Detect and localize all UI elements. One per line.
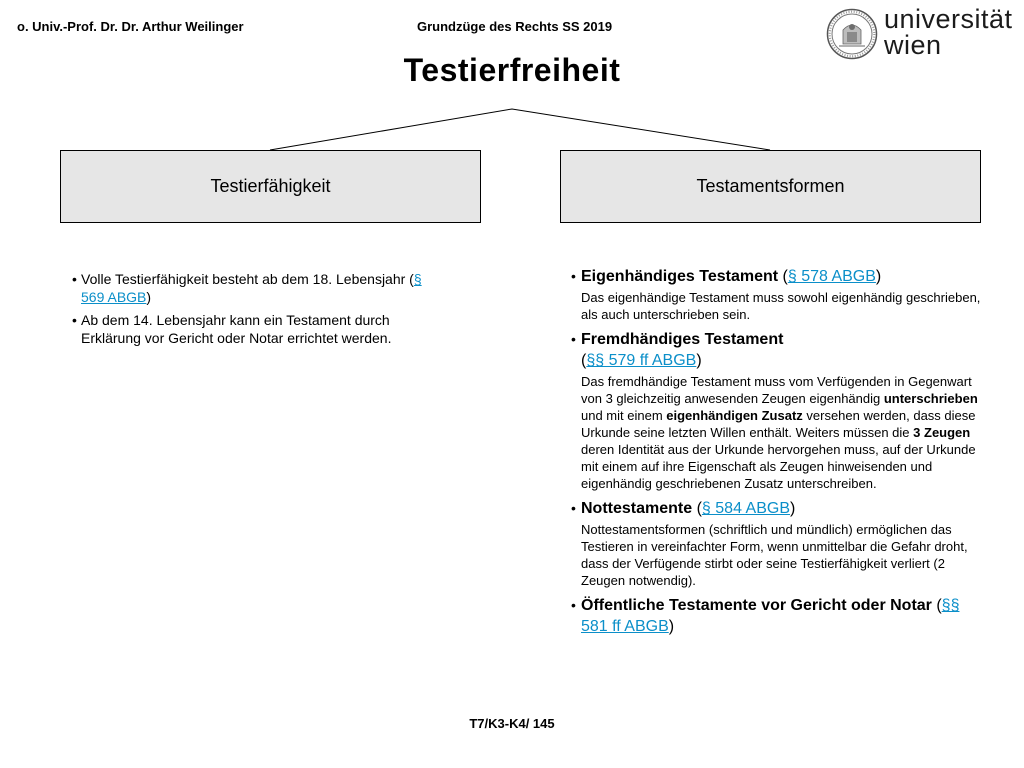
fremdhaendig-title: Fremdhändiges Testament <box>581 331 784 348</box>
paren-close: ) <box>668 618 675 635</box>
logo-wordmark-line1: universität <box>884 4 1013 34</box>
paren-close: ) <box>789 500 796 517</box>
header-course: Grundzüge des Rechts SS 2019 <box>417 19 613 34</box>
abgb-581-link[interactable]: §§ 581 ff ABGB <box>581 597 960 635</box>
list-item-nottestamente <box>571 498 981 589</box>
bullet: • <box>571 268 576 284</box>
abgb-579-link[interactable]: §§ 579 ff ABGB <box>586 352 697 369</box>
paren-open: ( <box>931 597 942 614</box>
list-item-eigenhaendig <box>571 266 981 323</box>
nottestamente-description: Nottestamentsformen (schriftlich und mündlich) ermöglichen das Testieren in vereinfachter Form, wenn unmittelbar die Gefahr droht, dass der Verfügende stirbt oder seine Testierfähigkeit verliert (2 Zeugen notwendig). <box>581 522 968 588</box>
paren-open: ( <box>692 500 702 517</box>
eigenhaendig-title: Eigenhändiges Testament <box>581 268 779 285</box>
bullet: • <box>571 500 576 516</box>
bullet: • <box>72 312 77 328</box>
slide-footer: T7/K3-K4/ 145 <box>469 716 555 731</box>
eigenhaendig-description: Das eigenhändige Testament muss sowohl eigenhändig geschrieben, als auch unterschrieben sein. <box>581 290 981 322</box>
box-testamentsformen-label: Testamentsformen <box>696 176 845 196</box>
oeffentlich-title: Öffentliche Testamente vor Gericht oder Notar <box>581 597 932 614</box>
paren-open: ( <box>778 268 788 285</box>
header-lecturer: o. Univ.-Prof. Dr. Dr. Arthur Weilinger <box>17 19 244 34</box>
box-testamentsformen <box>560 150 981 223</box>
bullet: • <box>72 271 77 287</box>
left-bullet-list <box>72 270 432 352</box>
nottestamente-title: Nottestamente <box>581 500 693 517</box>
fremdhaendig-description: Das fremdhändige Testament muss vom Verfügenden in Gegenwart von 3 gleichzeitig anwesenden Zeugen eigenhändig unterschrieben und mit einem eigenhändigen Zusatz versehen werden, dass diese Urkunde seine letzten Willen enthält. Weiters müssen die 3 Zeugen deren Identität aus der Urkunde hervorgehen muss, auf der Urkunde mit einem auf ihre Eigenschaft als Zeugen hinweisenden und eigenhändig geschriebenen Zusatz unterschreiben. <box>581 374 978 491</box>
paren-open: ( <box>581 352 587 369</box>
logo-wordmark-line2: wien <box>884 30 942 60</box>
list-item-close: ) <box>146 289 152 305</box>
bullet: • <box>571 331 576 347</box>
slide-title: Testierfreiheit <box>403 52 621 88</box>
list-item <box>72 311 432 347</box>
bullet: • <box>571 597 576 613</box>
paren-close: ) <box>696 352 702 369</box>
list-item-text: Ab dem 14. Lebensjahr kann ein Testament durch Erklärung vor Gericht oder Notar errichtet werden. <box>81 312 392 346</box>
right-bullet-list <box>571 266 981 643</box>
box-testierfaehigkeit-label: Testierfähigkeit <box>210 176 331 196</box>
abgb-578-link[interactable]: § 578 ABGB <box>787 268 876 285</box>
abgb-584-link[interactable]: § 584 ABGB <box>701 500 790 517</box>
list-item <box>72 270 432 306</box>
list-item-fremdhaendig <box>571 329 981 492</box>
list-item-oeffentlich <box>571 595 981 637</box>
box-testierfaehigkeit <box>60 150 481 223</box>
paren-close: ) <box>875 268 882 285</box>
abgb-569-link[interactable]: § 569 ABGB <box>81 271 422 305</box>
list-item-text: Volle Testierfähigkeit besteht ab dem 18. Lebensjahr ( <box>81 271 414 287</box>
